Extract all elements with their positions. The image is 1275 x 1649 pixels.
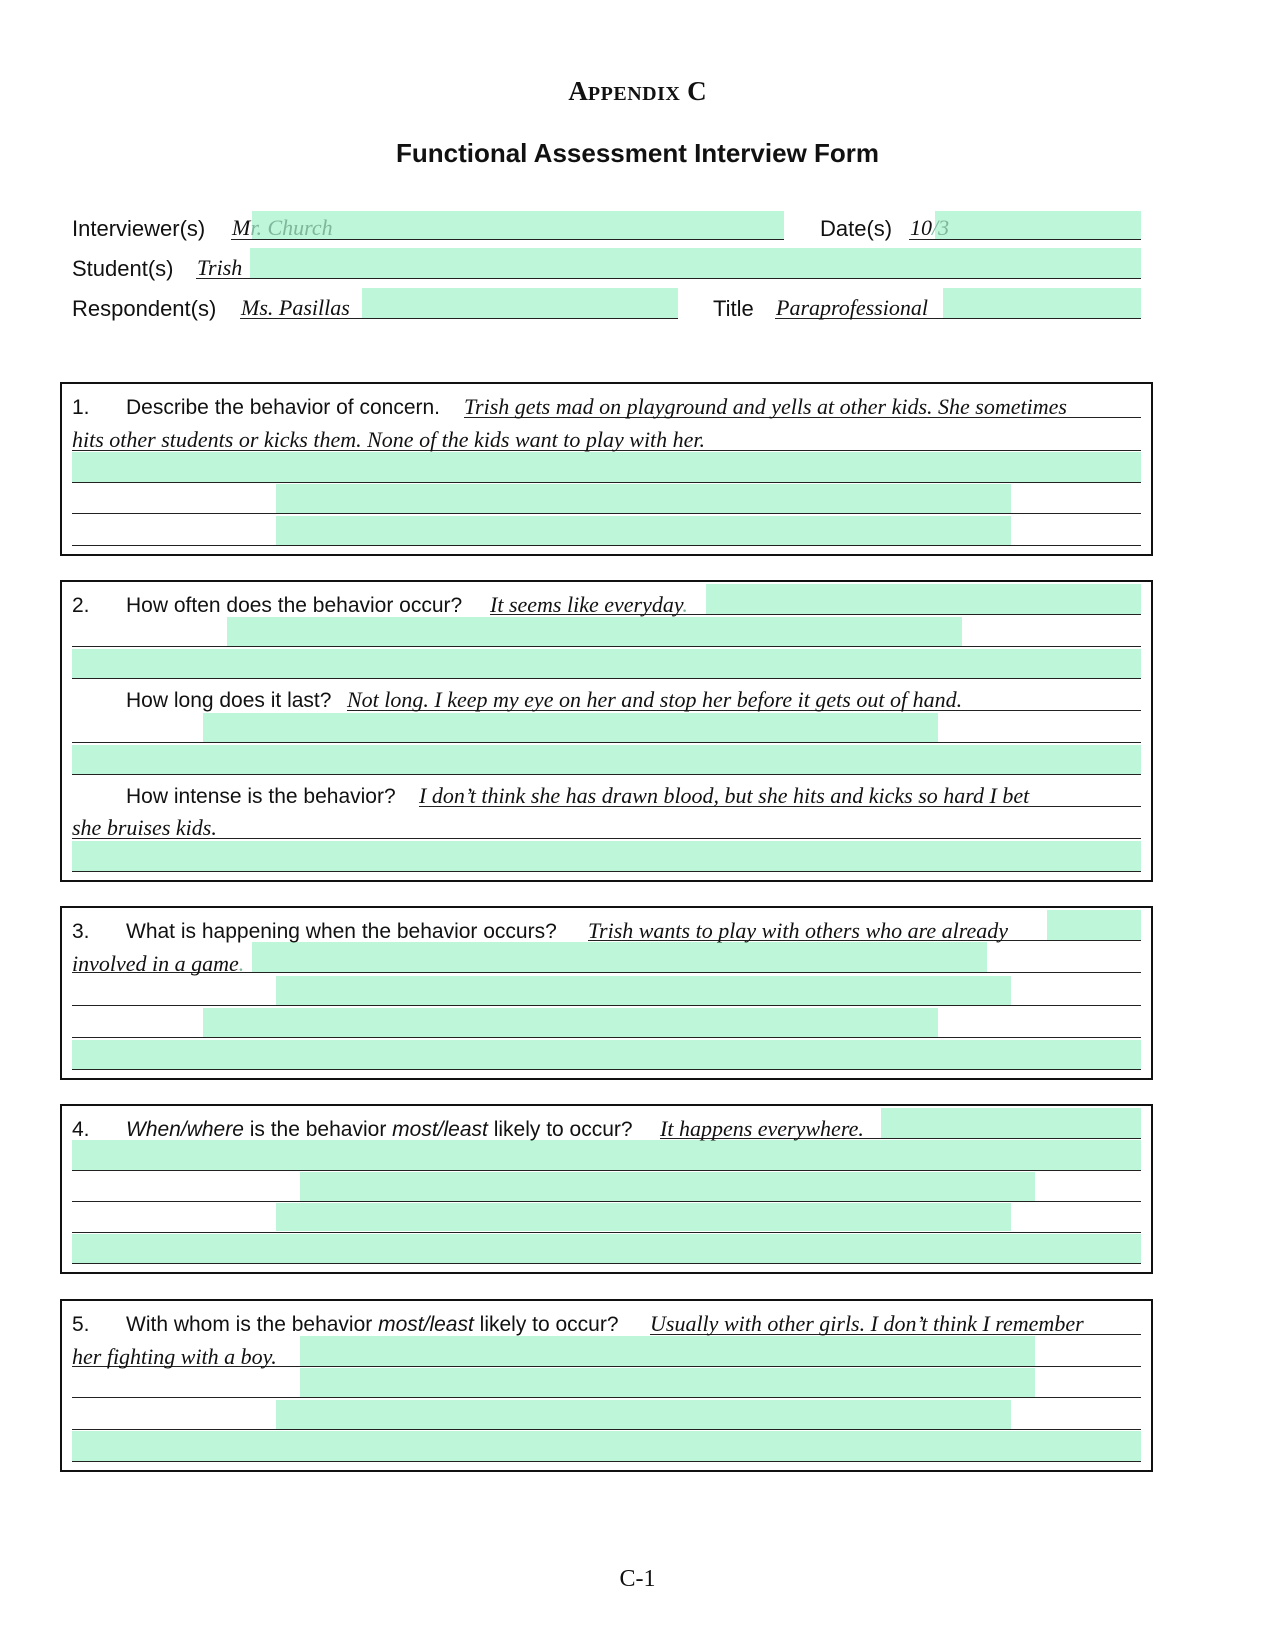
q4-prompt-mid: is the behavior bbox=[243, 1118, 393, 1141]
q4-number: 4. bbox=[72, 1118, 90, 1141]
q3-answer-line1[interactable]: Trish wants to play with others who are already bbox=[588, 918, 1009, 943]
form-title: Functional Assessment Interview Form bbox=[395, 138, 880, 168]
q3-answer-line2[interactable] bbox=[72, 951, 244, 977]
appendix-smallcaps: PPENDIX bbox=[587, 83, 681, 105]
q5-rule-4 bbox=[72, 1429, 1141, 1430]
respondent-label: Respondent(s) bbox=[72, 296, 217, 321]
q4-rule-3 bbox=[72, 1201, 1141, 1202]
q1-rule-3 bbox=[72, 482, 1141, 483]
respondent-highlight bbox=[362, 288, 678, 318]
q2-prompt-intense: How intense is the behavior? bbox=[126, 785, 396, 808]
q2-answer-long[interactable]: Not long. I keep my eye on her and stop her before it gets out of hand. bbox=[347, 687, 963, 712]
q1-line5-highlight bbox=[276, 516, 1011, 545]
q3-prompt: What is happening when the behavior occurs? bbox=[126, 920, 557, 943]
q4-prompt-most-least: most/least bbox=[392, 1118, 488, 1141]
q5-line4-highlight bbox=[276, 1400, 1011, 1429]
q3-line3-highlight bbox=[276, 976, 1011, 1005]
q2-prompt-long: How long does it last? bbox=[126, 689, 332, 712]
q3-line4-highlight bbox=[203, 1008, 938, 1037]
q4-line3-highlight bbox=[300, 1172, 1035, 1201]
student-underline bbox=[196, 278, 1141, 279]
q2-answer-often-text: It seems like everyday bbox=[490, 592, 683, 617]
q2-line9-highlight bbox=[72, 841, 1141, 871]
q5-prompt-most-least: most/least bbox=[378, 1313, 474, 1336]
q5-number: 5. bbox=[72, 1313, 90, 1336]
q2-line3-highlight bbox=[72, 649, 1141, 678]
q2-rule-3 bbox=[72, 678, 1141, 679]
q3-number: 3. bbox=[72, 920, 90, 943]
q4-line4-highlight bbox=[276, 1203, 1011, 1231]
q3-line1-highlight bbox=[1047, 910, 1141, 940]
title-field[interactable]: Paraprofessional bbox=[776, 295, 928, 320]
date-value-faint: /3 bbox=[932, 215, 950, 240]
q4-line2-highlight bbox=[72, 1140, 1141, 1170]
date-label: Date(s) bbox=[820, 216, 893, 241]
q2-rule-9 bbox=[72, 871, 1141, 872]
title-highlight bbox=[943, 288, 1141, 318]
appendix-letter: C bbox=[687, 76, 707, 106]
interviewer-field[interactable] bbox=[232, 215, 333, 241]
student-highlight bbox=[250, 248, 1141, 278]
q2-answer-often[interactable] bbox=[490, 592, 688, 618]
q5-line2-highlight bbox=[300, 1336, 1035, 1366]
q4-prompt-when-where: When/where bbox=[126, 1118, 244, 1141]
q1-line3-highlight bbox=[72, 452, 1141, 482]
q3-rule-4 bbox=[72, 1037, 1141, 1038]
interviewer-value: M bbox=[232, 215, 251, 240]
q2-rule-5 bbox=[72, 742, 1141, 743]
q3-answer-line2-period: . bbox=[238, 951, 245, 976]
q5-prompt-start: With whom is the behavior bbox=[126, 1313, 379, 1336]
q4-prompt-end: likely to occur? bbox=[487, 1118, 633, 1141]
q4-rule-4 bbox=[72, 1232, 1141, 1233]
q1-line4-highlight bbox=[276, 484, 1011, 513]
q3-answer-line2-text: involved in a game bbox=[72, 951, 239, 976]
student-field[interactable]: Trish bbox=[197, 255, 243, 280]
q2-line6-highlight bbox=[72, 745, 1141, 774]
q5-line3-highlight bbox=[300, 1368, 1035, 1397]
page-number: C-1 bbox=[619, 1566, 656, 1592]
q2-rule-2 bbox=[72, 646, 1141, 647]
q2-prompt-often: How often does the behavior occur? bbox=[126, 594, 463, 617]
q5-rule-3 bbox=[72, 1397, 1141, 1398]
q5-line5-highlight bbox=[72, 1431, 1141, 1461]
date-value: 10 bbox=[910, 215, 932, 240]
q5-prompt-end: likely to occur? bbox=[473, 1313, 619, 1336]
q2-rule-6 bbox=[72, 774, 1141, 775]
interviewer-value-faint: r. Church bbox=[250, 215, 333, 240]
q1-answer-line1[interactable]: Trish gets mad on playground and yells at other kids. She sometimes bbox=[464, 394, 1067, 419]
q1-number: 1. bbox=[72, 396, 90, 419]
q2-line1-highlight bbox=[706, 584, 1141, 614]
q2-answer-intense-line2[interactable]: she bruises kids. bbox=[72, 815, 217, 840]
q2-rule-8 bbox=[72, 838, 1141, 839]
q3-line2-highlight bbox=[252, 942, 987, 972]
q4-prompt bbox=[126, 1118, 633, 1142]
q2-answer-often-period: . bbox=[682, 592, 688, 617]
student-label: Student(s) bbox=[72, 256, 174, 281]
q5-prompt bbox=[126, 1313, 619, 1337]
q4-answer[interactable]: It happens everywhere. bbox=[660, 1116, 864, 1141]
title-label: Title bbox=[713, 296, 754, 321]
q5-rule-5 bbox=[72, 1461, 1141, 1462]
q3-line5-highlight bbox=[72, 1040, 1141, 1069]
q4-line1-highlight bbox=[881, 1108, 1141, 1138]
q3-rule-3 bbox=[72, 1005, 1141, 1006]
q2-answer-intense-line1[interactable]: I don’t think she has drawn blood, but she hits and kicks so hard I bet bbox=[419, 783, 1030, 808]
q1-prompt: Describe the behavior of concern. bbox=[126, 396, 441, 419]
q5-answer-line1[interactable]: Usually with other girls. I don’t think I remember bbox=[650, 1311, 1084, 1336]
q1-rule-5 bbox=[72, 545, 1141, 546]
q3-rule-5 bbox=[72, 1069, 1141, 1070]
q4-line5-highlight bbox=[72, 1234, 1141, 1263]
appendix-initial: A bbox=[568, 76, 588, 106]
q2-line2-highlight bbox=[227, 617, 962, 646]
date-field[interactable] bbox=[910, 215, 949, 241]
q5-answer-line2[interactable]: her fighting with a boy. bbox=[72, 1344, 277, 1369]
appendix-heading bbox=[0, 76, 1275, 107]
interviewer-label: Interviewer(s) bbox=[72, 216, 206, 241]
date-highlight bbox=[935, 211, 1141, 239]
q2-number: 2. bbox=[72, 594, 90, 617]
respondent-field[interactable]: Ms. Pasillas bbox=[241, 295, 350, 320]
q2-line5-highlight bbox=[203, 713, 938, 742]
q1-rule-4 bbox=[72, 513, 1141, 514]
q1-answer-line2[interactable]: hits other students or kicks them. None of the kids want to play with her. bbox=[72, 427, 706, 452]
q4-rule-5 bbox=[72, 1263, 1141, 1264]
q4-rule-2 bbox=[72, 1170, 1141, 1171]
